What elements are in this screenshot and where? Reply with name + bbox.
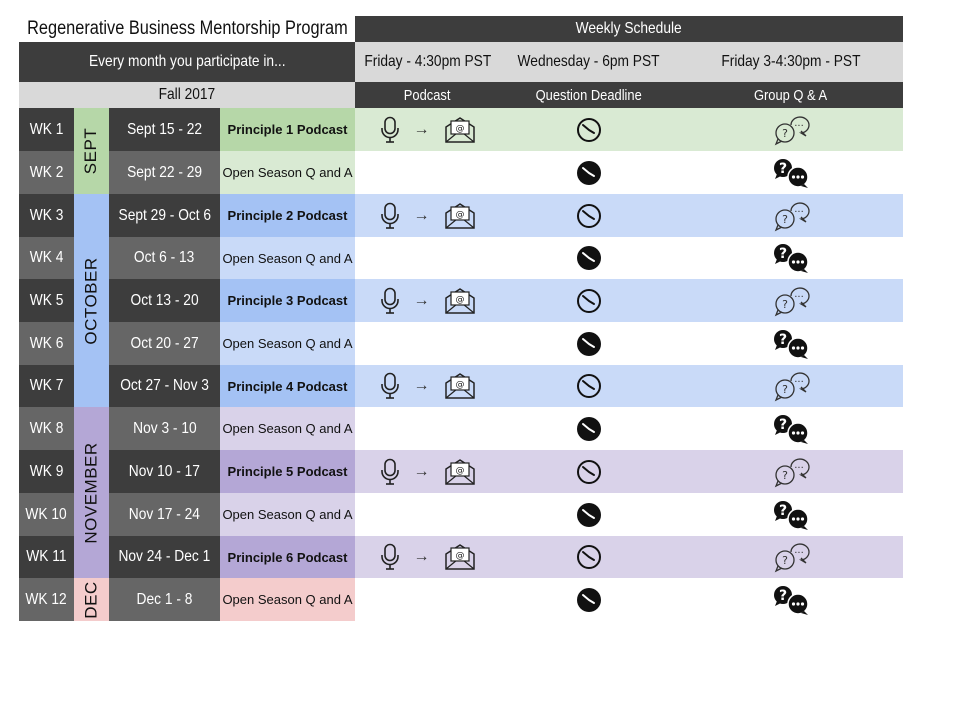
term-header: Fall 2017 <box>19 82 355 108</box>
clock-outline-icon <box>576 459 602 485</box>
event-label: Principle 3 Podcast <box>220 279 355 322</box>
clock-outline-icon <box>576 544 602 570</box>
podcast-cell <box>355 108 500 151</box>
right-arrow-icon: → <box>413 120 430 138</box>
question-deadline-cell <box>500 279 678 322</box>
question-chat-filled-icon <box>771 413 811 445</box>
question-chat-filled-icon <box>771 584 811 616</box>
participate-header: Every month you participate in... <box>19 42 355 82</box>
event-label: Principle 6 Podcast <box>220 536 355 578</box>
event-label: Open Season Q and A <box>220 578 355 621</box>
svg-text:?: ? <box>781 554 788 567</box>
podcast-cell <box>355 450 500 493</box>
svg-text:?: ? <box>781 468 788 482</box>
svg-text:?: ? <box>778 160 787 177</box>
svg-text:...: ... <box>793 117 804 129</box>
weekly-schedule-header: Weekly Schedule <box>355 16 903 42</box>
svg-text:@: @ <box>455 123 464 134</box>
group-qa-cell <box>678 578 903 621</box>
podcast-cell <box>355 578 500 621</box>
week-number: WK 3 <box>19 194 74 237</box>
question-deadline-cell <box>500 578 678 621</box>
group-qa-cell <box>678 450 903 493</box>
podcast-cell <box>355 237 500 279</box>
svg-text:@: @ <box>455 551 464 561</box>
group-qa-cell <box>678 493 903 536</box>
group-qa-cell <box>678 322 903 365</box>
question-deadline-cell <box>500 450 678 493</box>
question-deadline-cell <box>500 151 678 194</box>
column-1-what: Podcast <box>355 82 500 108</box>
microphone-icon <box>380 287 400 315</box>
microphone-icon <box>380 458 400 486</box>
question-chat-outline-icon <box>771 456 811 488</box>
week-number: WK 8 <box>19 407 74 450</box>
question-deadline-cell <box>500 322 678 365</box>
podcast-cell <box>355 322 500 365</box>
column-2-when: Wednesday - 6pm PST <box>500 42 678 82</box>
microphone-icon <box>380 116 400 144</box>
month-sept: SEPT <box>74 108 109 194</box>
column-2-what: Question Deadline <box>500 82 678 108</box>
date-range: Sept 22 - 29 <box>109 151 220 194</box>
date-range: Nov 24 - Dec 1 <box>109 536 220 578</box>
right-arrow-icon: → <box>413 548 430 565</box>
week-number: WK 4 <box>19 237 74 279</box>
svg-text:?: ? <box>781 126 788 140</box>
clock-outline-icon <box>576 117 602 143</box>
email-icon <box>444 202 476 230</box>
question-deadline-cell <box>500 108 678 151</box>
week-number: WK 7 <box>19 365 74 407</box>
group-qa-cell <box>678 407 903 450</box>
date-range: Nov 10 - 17 <box>109 450 220 493</box>
microphone-icon <box>380 202 400 230</box>
svg-text:?: ? <box>778 587 787 604</box>
svg-text:...: ... <box>793 288 804 300</box>
svg-text:@: @ <box>455 465 464 476</box>
podcast-cell <box>355 279 500 322</box>
group-qa-cell <box>678 108 903 151</box>
date-range: Sept 15 - 22 <box>109 108 220 151</box>
question-chat-filled-icon <box>771 157 811 189</box>
question-deadline-cell <box>500 493 678 536</box>
question-chat-filled-icon <box>771 499 811 531</box>
group-qa-cell <box>678 536 903 578</box>
svg-text:...: ... <box>793 203 804 215</box>
column-1-when: Friday - 4:30pm PST <box>355 42 500 82</box>
right-arrow-icon: → <box>413 377 430 394</box>
page-title: Regenerative Business Mentorship Program <box>26 18 348 39</box>
question-deadline-cell <box>500 194 678 237</box>
svg-text:?: ? <box>781 383 788 396</box>
svg-text:?: ? <box>781 212 788 226</box>
date-range: Oct 13 - 20 <box>109 279 220 322</box>
event-label: Principle 5 Podcast <box>220 450 355 493</box>
svg-text:@: @ <box>455 209 464 220</box>
email-icon <box>444 458 476 486</box>
event-label: Open Season Q and A <box>220 493 355 536</box>
event-label: Open Season Q and A <box>220 151 355 194</box>
question-chat-outline-icon <box>771 114 811 146</box>
group-qa-cell <box>678 151 903 194</box>
question-chat-outline-icon <box>771 370 811 402</box>
svg-text:...: ... <box>793 374 804 385</box>
date-range: Sept 29 - Oct 6 <box>109 194 220 237</box>
question-chat-filled-icon <box>771 328 811 360</box>
microphone-icon <box>380 372 400 400</box>
column-3-when: Friday 3-4:30pm - PST <box>678 42 903 82</box>
question-deadline-cell <box>500 407 678 450</box>
date-range: Nov 3 - 10 <box>109 407 220 450</box>
column-3-what: Group Q & A <box>678 82 903 108</box>
email-icon <box>444 372 476 400</box>
podcast-cell <box>355 151 500 194</box>
podcast-cell <box>355 194 500 237</box>
question-chat-outline-icon <box>771 285 811 317</box>
group-qa-cell <box>678 279 903 322</box>
group-qa-cell <box>678 365 903 407</box>
event-label: Principle 4 Podcast <box>220 365 355 407</box>
email-icon <box>444 116 476 144</box>
month-november: NOVEMBER <box>74 407 109 578</box>
event-label: Open Season Q and A <box>220 237 355 279</box>
right-arrow-icon: → <box>413 462 430 480</box>
right-arrow-icon: → <box>413 206 430 224</box>
date-range: Oct 20 - 27 <box>109 322 220 365</box>
svg-text:?: ? <box>778 416 787 433</box>
group-qa-cell <box>678 237 903 279</box>
clock-outline-icon <box>576 373 602 399</box>
svg-text:?: ? <box>778 246 787 262</box>
clock-filled-icon <box>576 245 602 271</box>
email-icon <box>444 287 476 315</box>
clock-filled-icon <box>576 160 602 186</box>
question-chat-outline-icon <box>771 541 811 573</box>
event-label: Open Season Q and A <box>220 407 355 450</box>
svg-text:?: ? <box>778 502 787 519</box>
podcast-cell <box>355 407 500 450</box>
month-october: OCTOBER <box>74 194 109 407</box>
svg-text:...: ... <box>793 459 804 471</box>
week-number: WK 5 <box>19 279 74 322</box>
microphone-icon <box>380 543 400 571</box>
clock-filled-icon <box>576 331 602 357</box>
question-chat-outline-icon <box>771 200 811 232</box>
week-number: WK 11 <box>19 536 74 578</box>
svg-text:@: @ <box>455 294 464 305</box>
date-range: Nov 17 - 24 <box>109 493 220 536</box>
question-deadline-cell <box>500 536 678 578</box>
clock-outline-icon <box>576 203 602 229</box>
svg-text:?: ? <box>778 331 787 348</box>
week-number: WK 6 <box>19 322 74 365</box>
podcast-cell <box>355 493 500 536</box>
clock-outline-icon <box>576 288 602 314</box>
week-number: WK 10 <box>19 493 74 536</box>
svg-text:...: ... <box>793 545 804 556</box>
date-range: Oct 6 - 13 <box>109 237 220 279</box>
group-qa-cell <box>678 194 903 237</box>
event-label: Principle 1 Podcast <box>220 108 355 151</box>
date-range: Dec 1 - 8 <box>109 578 220 621</box>
week-number: WK 2 <box>19 151 74 194</box>
week-number: WK 9 <box>19 450 74 493</box>
week-number: WK 12 <box>19 578 74 621</box>
svg-text:?: ? <box>781 297 788 311</box>
event-label: Principle 2 Podcast <box>220 194 355 237</box>
email-icon <box>444 543 476 571</box>
question-deadline-cell <box>500 365 678 407</box>
question-deadline-cell <box>500 237 678 279</box>
clock-filled-icon <box>576 416 602 442</box>
date-range: Oct 27 - Nov 3 <box>109 365 220 407</box>
podcast-cell <box>355 536 500 578</box>
svg-text:@: @ <box>455 380 464 390</box>
clock-filled-icon <box>576 587 602 613</box>
month-dec: DEC <box>74 578 109 621</box>
question-chat-filled-icon <box>771 242 811 274</box>
event-label: Open Season Q and A <box>220 322 355 365</box>
week-number: WK 1 <box>19 108 74 151</box>
podcast-cell <box>355 365 500 407</box>
right-arrow-icon: → <box>413 291 430 309</box>
clock-filled-icon <box>576 502 602 528</box>
